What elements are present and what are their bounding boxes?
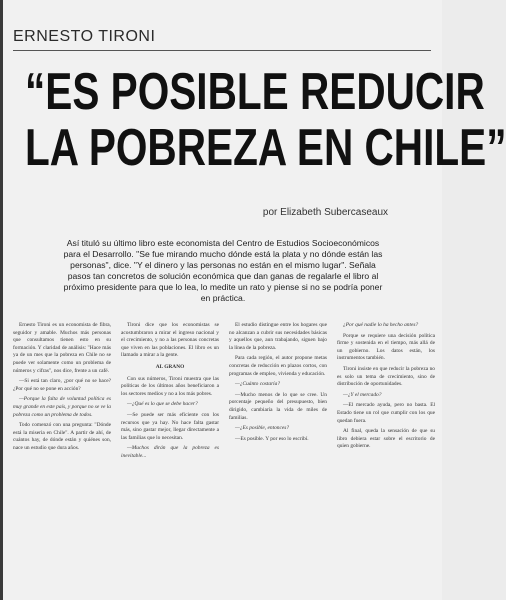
body-paragraph: Porque se requiere una decisión política firme y sostenida en el tiempo, más allá de un gobierno. Los datos están, los instrumentos también. xyxy=(337,332,435,362)
byline: por Elizabeth Subercaseaux xyxy=(262,207,388,218)
body-paragraph: El estudio distingue entre los hogares que no alcanzan a cubrir sus necesidades básicas y aquellos que, aun trabajando, siguen bajo la línea de la pobreza. xyxy=(229,322,327,351)
body-paragraph: —Se puede ser más eficiente con los recursos que ya hay. No hace falta gastar más, sino gastar mejor, llegar directamente a las familias que lo necesitan. xyxy=(121,411,219,441)
body-paragraph: —¿Es posible, entonces? xyxy=(235,425,290,432)
headline-line-2: LA POBREZA EN CHILE” xyxy=(25,119,506,177)
body-paragraph: —¿Y el mercado? xyxy=(343,391,382,398)
body-paragraph: Tironi insiste en que reducir la pobreza no es solo un tema de crecimiento, sino de distribución de oportunidades. xyxy=(337,365,435,388)
body-paragraph: —Es posible. Y por eso lo escribí. xyxy=(235,435,309,442)
article-body xyxy=(13,322,435,590)
body-paragraph: —El mercado ayuda, pero no basta. El Estado tiene un rol que cumplir con los que quedan fuera. xyxy=(337,402,435,424)
column-1 xyxy=(13,322,111,590)
body-paragraph: —Muchos dirán que la pobreza es inevitable... xyxy=(121,445,219,459)
body-paragraph: Al final, queda la sensación de que su libro debiera estar sobre el escritorio de quien gobierne. xyxy=(337,428,435,450)
headline xyxy=(25,63,506,177)
body-paragraph: —¿Qué es lo que se debe hacer? xyxy=(127,401,198,408)
author-kicker: ERNESTO TIRONI xyxy=(13,28,156,45)
body-paragraph: ¿Por qué nadie lo ha hecho antes? xyxy=(343,322,419,328)
body-paragraph: Todo comenzó con una pregunta: "Dónde está la miseria en Chile". A partir de ahí, de cuántos hay, de dónde están y quiénes son, nace un estudio que dura años. xyxy=(13,422,111,451)
column-3 xyxy=(229,322,327,590)
column-2 xyxy=(121,322,219,590)
headline-line-1: “ES POSIBLE REDUCIR xyxy=(25,63,485,121)
body-paragraph: Ernesto Tironi es un economista de fibra, seguidor y amable. Muchos más personas que consultamos tienen esto en su formación. Y claridad de análisis: "Hace más ya de un mes que la pobreza en Chile no se puede ver solamente como un problema de números y cifras", nos dice, frente a un café. xyxy=(13,322,111,374)
body-paragraph: Para cada región, el autor propone metas concretas de reducción en plazos cortos, con programas de empleo, vivienda y educación. xyxy=(229,355,327,377)
section-subhead: AL GRANO xyxy=(155,363,185,370)
body-paragraph: Tironi dice que los economistas se acostumbraron a mirar el ingreso nacional y el crecimiento, y no a las personas concretas que viven en las poblaciones. El libro es un llamado a mirar a la gente. xyxy=(121,322,219,359)
body-paragraph: —¿Cuánto costaría? xyxy=(235,381,281,388)
body-paragraph: —Porque la falta de voluntad política es muy grande en este país, y porque no se ve la pobreza como un problema de todos. xyxy=(13,396,111,418)
kicker-divider xyxy=(13,50,431,51)
body-paragraph: Con sus números, Tironi muestra que las políticas de los últimos años beneficiaron a los sectores medios y no a los más pobres. xyxy=(121,375,219,397)
body-paragraph: —Mucho menos de lo que se cree. Un porcentaje pequeño del presupuesto, bien dirigido, cambiaría la vida de miles de familias. xyxy=(229,391,327,421)
lead-paragraph: Así tituló su último libro este economista del Centro de Estudios Socioeconómicos para el Desarrollo. "Se fue mirando mucho dónde está la plata y no dónde están las personas", dice. "Y el dinero y las personas no están en el mismo lugar". Señala pasos tan concretos de solución económica que dan ganas de regalarle el libro al próximo presidente para que lo lea, lo medite un rato y piense si no se podría poner en práctica. xyxy=(63,238,383,303)
column-4 xyxy=(337,322,435,590)
body-paragraph: —Si está tan claro, ¿por qué no se hace? ¿Por qué no se pone en acción? xyxy=(13,378,111,392)
